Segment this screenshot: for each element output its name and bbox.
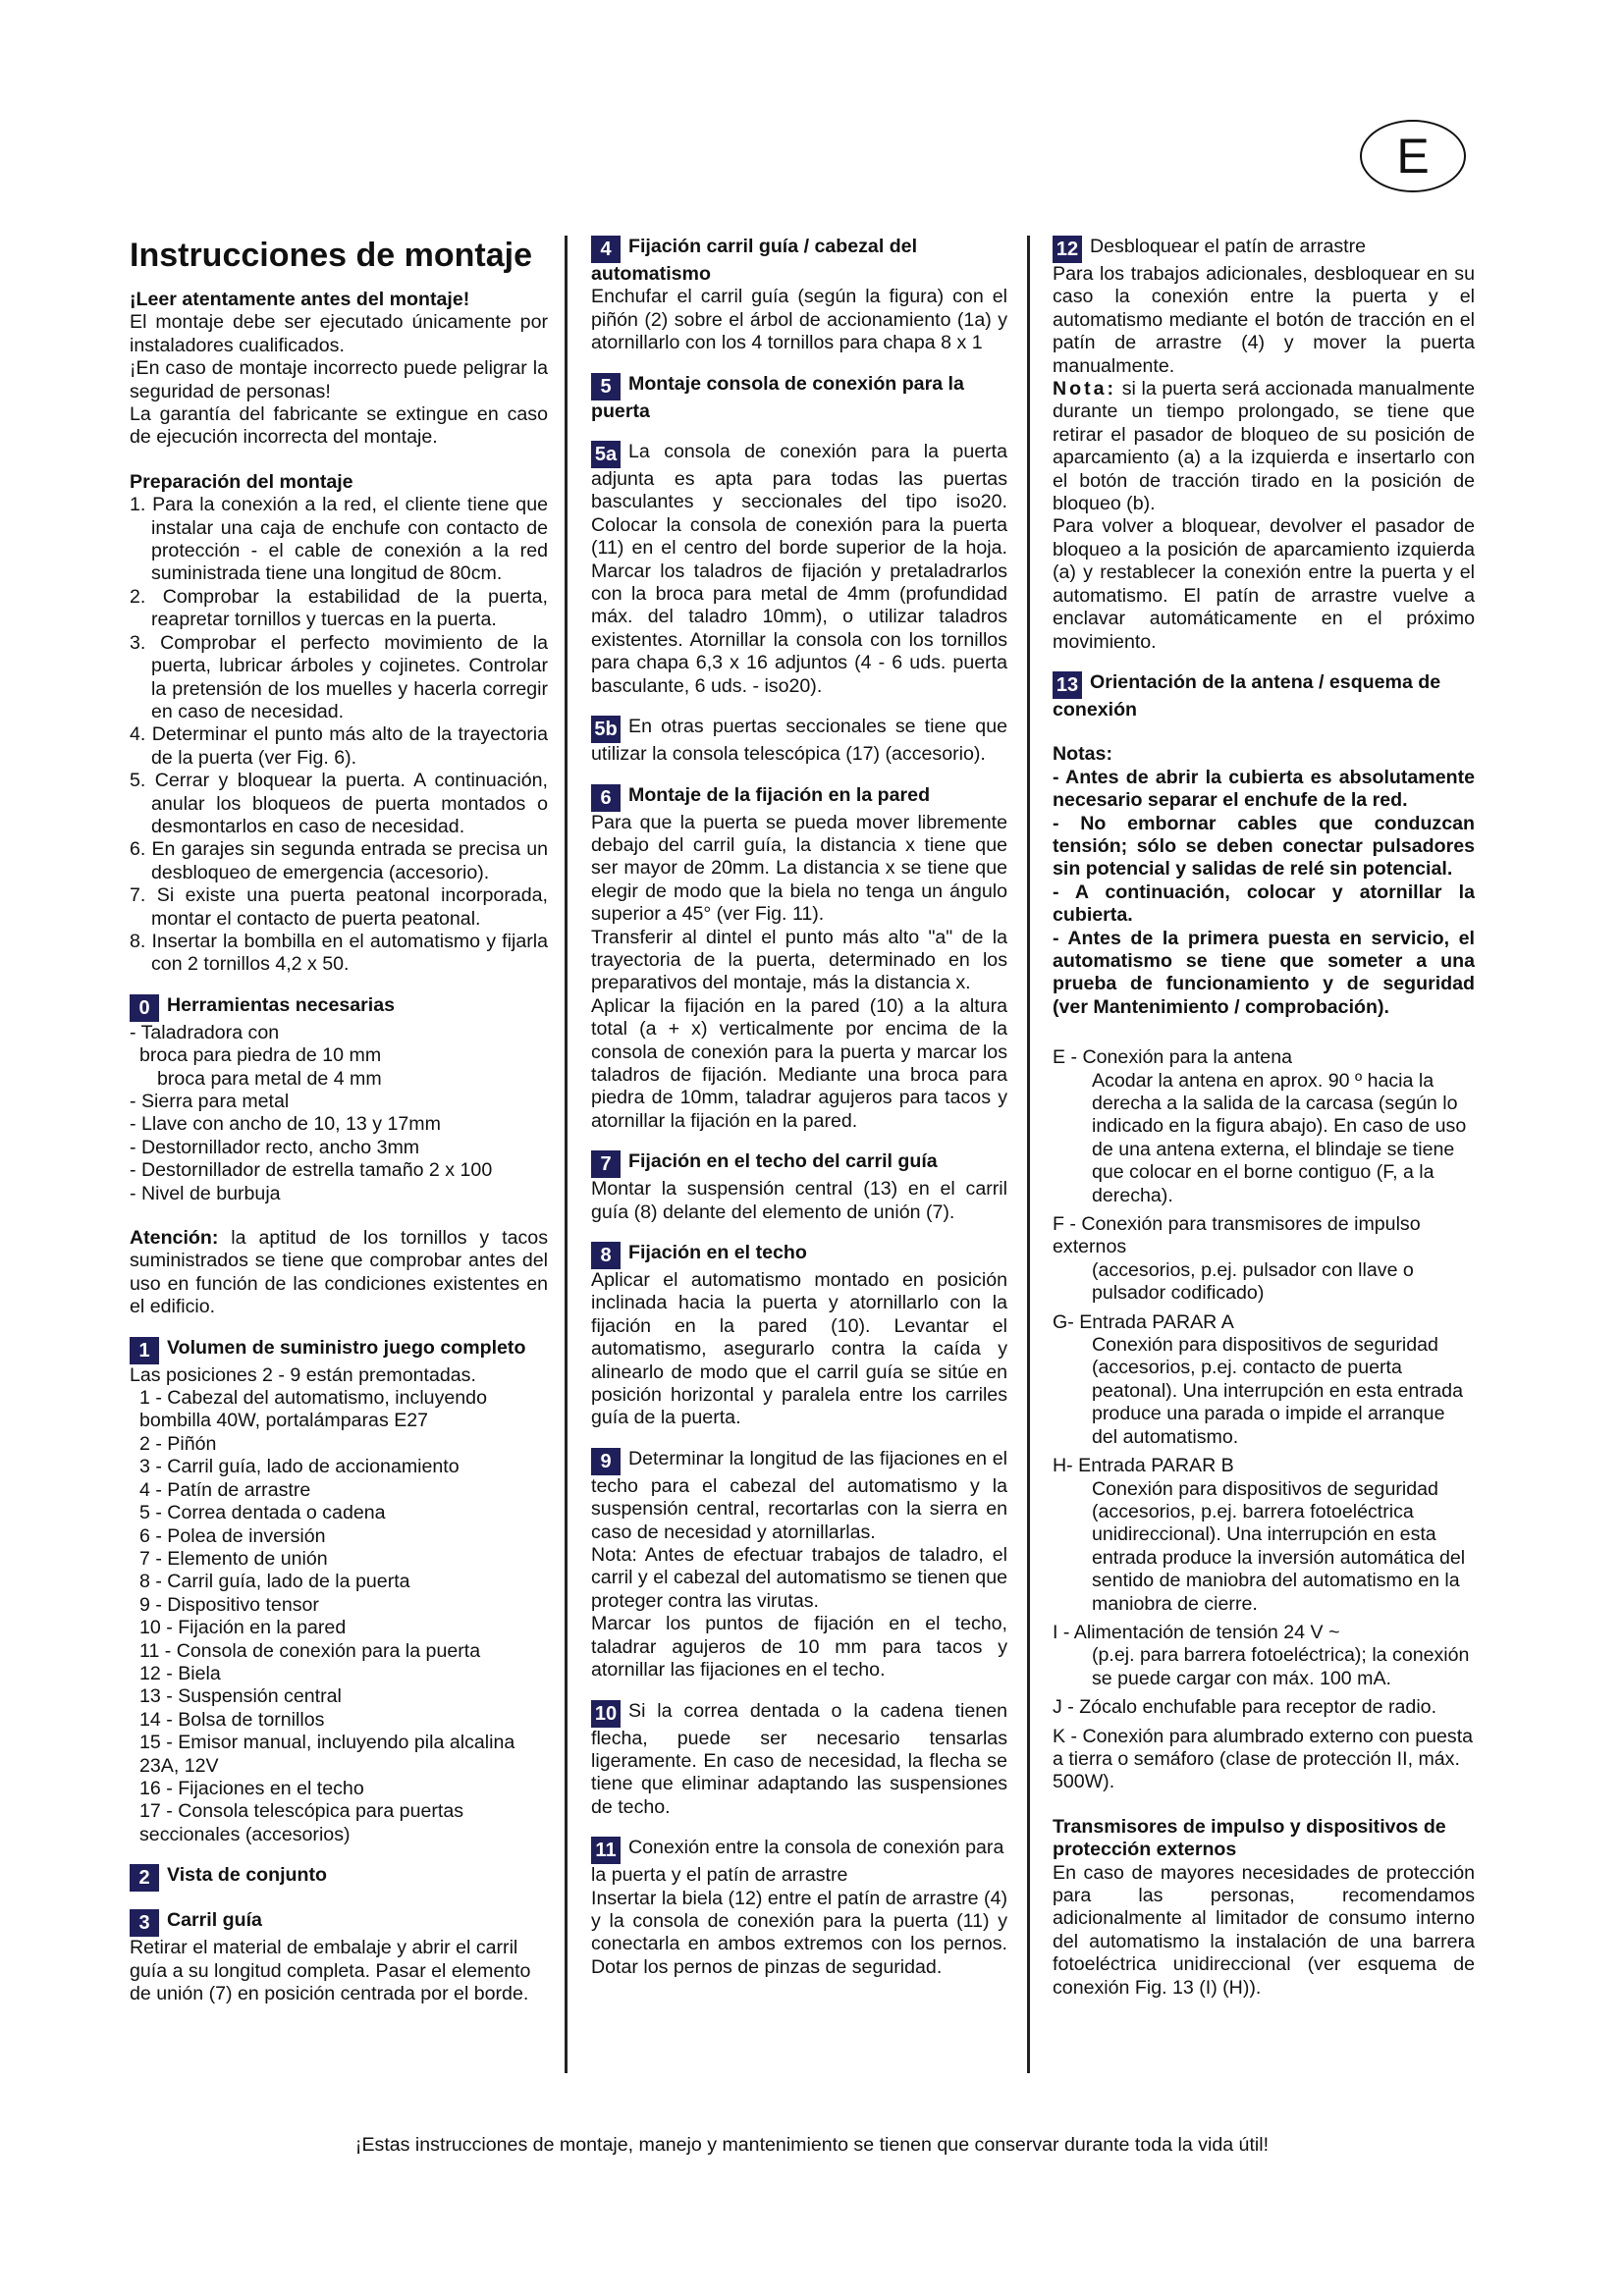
part-item: 6 - Polea de inversión xyxy=(139,1524,326,1547)
section-number-badge: 2 xyxy=(130,1864,159,1892)
attention-note: Atención: la aptitud de los tornillos y tacos suministrados se tiene que comprobar antes del uso en función de las condiciones existentes en el edificio. xyxy=(130,1227,548,1318)
part-item: 12 - Biela xyxy=(139,1662,221,1684)
prep-heading: Preparación del montaje xyxy=(130,470,353,493)
column-1 xyxy=(130,236,548,2005)
tool-item: broca para piedra de 10 mm xyxy=(139,1044,382,1067)
part-item: 17 - Consola telescópica para puertas seccionales (accesorios) xyxy=(139,1800,464,1845)
footer-note: ¡Estas instrucciones de montaje, manejo y mantenimiento se tienen que conservar durante toda la vida útil! xyxy=(354,2134,1270,2156)
section-12-note: Nota: si la puerta será accionada manualmente durante un tiempo prolongado, se tiene que retirar el pasador de bloqueo de su posición de aparcamiento (a) a la izquierda e insertarlo con el botón de tracción tirado en la posición de bloqueo (b). xyxy=(1053,378,1475,515)
prep-step: 7. Si existe una puerta peatonal incorporada, montar el contacto de puerta peatonal. xyxy=(130,884,548,930)
section-number-badge: 5b xyxy=(591,716,621,743)
external-devices-text: En caso de mayores necesidades de protección para las personas, recomendamos adicionalmente al limitador de consumo interno del automatismo la instalación de una barrera fotoeléctrica unidireccional (ver esquema de conexión Fig. 13 (I) (H)). xyxy=(1053,1861,1475,1999)
section-11-text: Insertar la biela (12) entre el patín de arrastre (4) y la consola de conexión para la puerta (11) y conectarla en ambos extremos con los pernos. Dotar los pernos de pinzas de seguridad. xyxy=(591,1887,1007,1978)
notes-heading: Notas: xyxy=(1053,743,1112,766)
prep-step: 6. En garajes sin segunda entrada se precisa un desbloqueo de emergencia (accesorio). xyxy=(130,838,548,883)
tool-item: - Llave con ancho de 10, 13 y 17mm xyxy=(130,1113,441,1136)
part-item: 5 - Correa dentada o cadena xyxy=(139,1502,386,1524)
section-4-text: Enchufar el carril guía (según la figura) con el piñón (2) sobre el árbol de accionamiento (1a) y atornillarlo con los 4 tornillos para chapa 8 x 1 xyxy=(591,286,1007,354)
part-item: 15 - Emisor manual, incluyendo pila alcalina 23A, 12V xyxy=(139,1732,515,1777)
connection-item: K - Conexión para alumbrado externo con puesta a tierra o semáforo (clase de protección II, máx. 500W). xyxy=(1053,1725,1474,1793)
prep-step: 8. Insertar la bombilla en el automatismo y fijarla con 2 tornillos 4,2 x 50. xyxy=(130,930,548,976)
connection-item: F - Conexión para transmisores de impulso externos (accesorios, p.ej. pulsador con llave o pulsador codificado) xyxy=(1053,1213,1421,1305)
column-divider-left xyxy=(565,236,568,2073)
tool-item: broca para metal de 4 mm xyxy=(157,1067,382,1090)
part-item: 2 - Piñón xyxy=(139,1432,217,1455)
language-badge xyxy=(1360,120,1466,192)
connection-item: E - Conexión para la antena Acodar la antena en aprox. 90 º hacia la derecha a la salida de la carcasa (según lo indicado en la figura abajo). En caso de uso de una antena externa, el blindaje se tiene que colocar en el borne contiguo (F, a la derecha). xyxy=(1053,1046,1467,1206)
intro-text: La garantía del fabricante se extingue en caso de ejecución incorrecta del montaje. xyxy=(130,403,548,449)
external-devices-heading: Transmisores de impulso y dispositivos de protección externos xyxy=(1053,1815,1446,1861)
section-number-badge: 3 xyxy=(130,1909,159,1937)
section-6-text: Para que la puerta se pueda mover libremente debajo del carril guía, la distancia x tiene que ser mayor de 20mm. La distancia x se tiene que elegir de modo que la biela no tenga un ángulo superior a 45° (ver Fig. 11). xyxy=(591,811,1007,926)
prep-step: 2. Comprobar la estabilidad de la puerta, reapretar tornillos y tuercas en la puerta. xyxy=(130,585,548,631)
note-item: - Antes de abrir la cubierta es absolutamente necesario separar el enchufe de la red. xyxy=(1053,766,1475,812)
section-5b-text: 5b En otras puertas seccionales se tiene que utilizar la consola telescópica (17) (accesorio). xyxy=(591,716,1007,766)
connection-item: H- Entrada PARAR B Conexión para dispositivos de seguridad (accesorios, p.ej. barrera fotoeléctrica unidireccional). Una interrupción en esta entrada produce la inversión automática del sentido de maniobra del automatismo en la maniobra de cierre. xyxy=(1053,1455,1466,1615)
tool-item: - Sierra para metal xyxy=(130,1091,290,1112)
part-item: 11 - Consola de conexión para la puerta xyxy=(139,1639,481,1662)
part-item: 8 - Carril guía, lado de la puerta xyxy=(139,1571,410,1593)
section-9-text: Marcar los puntos de fijación en el techo, taladrar agujeros de 10 mm para tacos y atornillar las fijaciones en el techo. xyxy=(591,1613,1007,1682)
section-number-badge: 1 xyxy=(130,1337,159,1364)
section-8-heading: 8 Fijación en el techo xyxy=(591,1242,1007,1269)
section-6-text: Aplicar la fijación en la pared (10) a la altura total (a + x) verticalmente por encima de la consola de conexión para la puerta y marcar los taladros de fijación. Mediante una broca para piedra de 10mm, taladrar agujeros para tacos y atornillar la fijación en la pared. xyxy=(591,994,1007,1132)
part-item: 10 - Fijación en la pared xyxy=(139,1617,347,1639)
note-item: - A continuación, colocar y atornillar la cubierta. xyxy=(1053,881,1475,927)
connection-item: G- Entrada PARAR A Conexión para dispositivos de seguridad (accesorios, p.ej. contacto de puerta peatonal). Una interrupción en esta entrada produce una parada o impide el arranque del automatismo. xyxy=(1053,1310,1463,1448)
section-number-badge: 0 xyxy=(130,994,159,1022)
part-item: 3 - Carril guía, lado de accionamiento xyxy=(139,1456,460,1478)
intro-text: ¡En caso de montaje incorrecto puede peligrar la seguridad de personas! xyxy=(130,357,548,402)
connection-item: J - Zócalo enchufable para receptor de radio. xyxy=(1053,1696,1437,1719)
note-item: - Antes de la primera puesta en servicio, el automatismo se tiene que someter a una prueba de funcionamiento y de seguridad (ver Mantenimiento / comprobación). xyxy=(1053,927,1475,1018)
section-1-heading: 1 Volumen de suministro juego completo xyxy=(130,1337,548,1364)
section-6-heading: 6 Montaje de la fijación en la pared xyxy=(591,784,1007,812)
connection-item: I - Alimentación de tensión 24 V ~ (p.ej. para barrera fotoeléctrica); la conexión se puede cargar con máx. 100 mA. xyxy=(1053,1621,1470,1689)
warning-line: ¡Leer atentamente antes del montaje! xyxy=(130,289,470,310)
column-2 xyxy=(591,236,1007,1979)
section-11-heading: 11 Conexión entre la consola de conexión para la puerta y el patín de arrastre xyxy=(591,1837,1004,1887)
prep-step: 5. Cerrar y bloquear la puerta. A continuación, anular los bloqueos de puerta montados o desmontarlos en caso de necesidad. xyxy=(130,770,548,837)
section-5a-text: 5a La consola de conexión para la puerta adjunta es apta para todas las puertas basculantes y seccionales del tipo iso20. Colocar la consola de conexión para la puerta (11) en el centro del borde superior de la hoja. Marcar los taladros de fijación y pretaladrarlos con la broca para metal de 4mm (profundidad máx. del taladro 10mm), o utilizar taladros existentes. Atornillar la consola con los tornillos para chapa 6,3 x 16 adjuntos (4 - 6 uds. puerta basculante, 6 uds. - iso20). xyxy=(591,441,1007,697)
section-number-badge: 10 xyxy=(591,1700,621,1728)
section-number-badge: 9 xyxy=(591,1448,621,1475)
notes-list xyxy=(1053,767,1475,1019)
section-3-heading: 3 Carril guía xyxy=(130,1909,548,1937)
section-13-heading: 13 Orientación de la antena / esquema de conexión xyxy=(1053,670,1441,721)
part-item: 1 - Cabezal del automatismo, incluyendo bombilla 40W, portalámparas E27 xyxy=(139,1387,487,1432)
page-title: Instrucciones de montaje xyxy=(130,237,532,274)
prep-step: 1. Para la conexión a la red, el cliente tiene que instalar una caja de enchufe con contacto de protección - el cable de conexión a la red suministrada tiene una longitud de 80cm. xyxy=(130,494,548,585)
section-10-text: 10 Si la correa dentada o la cadena tienen flecha, puede ser necesario tensarlas ligeramente. En caso de necesidad, la flecha se tiene que eliminar adaptando las suspensiones de techo. xyxy=(591,1699,1007,1818)
section-number-badge: 13 xyxy=(1053,671,1082,699)
section-number-badge: 7 xyxy=(591,1150,621,1178)
section-number-badge: 4 xyxy=(591,236,621,263)
section-number-badge: 5a xyxy=(591,441,621,468)
part-item: 16 - Fijaciones en el techo xyxy=(139,1777,364,1799)
section-number-badge: 11 xyxy=(591,1837,621,1864)
part-item: 14 - Bolsa de tornillos xyxy=(139,1708,325,1731)
part-item: 9 - Dispositivo tensor xyxy=(139,1593,319,1616)
part-item: 13 - Suspensión central xyxy=(139,1685,342,1708)
tool-item: - Destornillador de estrella tamaño 2 x 100 xyxy=(130,1159,493,1182)
section-8-text: Aplicar el automatismo montado en posición inclinada hacia la puerta y atornillarlo con la fijación en la pared (10). Levantar el automatismo, asegurarlo contra la caída y alinearlo de modo que el carril guía se sitúe en posición horizontal y paralela entre los carriles guía de la puerta. xyxy=(591,1269,1007,1429)
note-item: - No embornar cables que conduzcan tensión; sólo se deben conectar pulsadores sin potencial y salidas de relé sin potencial. xyxy=(1053,812,1475,881)
tool-item: - Nivel de burbuja xyxy=(130,1182,281,1204)
section-12-heading: 12 Desbloquear el patín de arrastre xyxy=(1053,236,1475,263)
connection-items xyxy=(1053,1046,1475,1794)
part-item: 4 - Patín de arrastre xyxy=(139,1478,311,1501)
parts-list xyxy=(130,1387,548,1846)
intro-text: El montaje debe ser ejecutado únicamente por instaladores cualificados. xyxy=(130,311,548,356)
language-letter: E xyxy=(1396,129,1430,184)
section-6-text: Transferir al dintel el punto más alto "a" de la trayectoria de la puerta, determinado en los preparativos del montaje, más la distancia x. xyxy=(591,926,1007,994)
prep-steps xyxy=(130,494,548,977)
section-number-badge: 8 xyxy=(591,1242,621,1269)
section-3-text: Retirar el material de embalaje y abrir el carril guía a su longitud completa. Pasar el elemento de unión (7) en posición centrada por el borde. xyxy=(130,1937,531,2004)
section-7-heading: 7 Fijación en el techo del carril guía xyxy=(591,1150,1007,1178)
section-number-badge: 12 xyxy=(1053,236,1082,263)
prep-step: 3. Comprobar el perfecto movimiento de la puerta, lubricar árboles y cojinetes. Controlar la pretensión de los muelles y hacerla corregir en caso de necesidad. xyxy=(130,631,548,722)
section-12-text: Para los trabajos adicionales, desbloquear en su caso la conexión entre la puerta y el automatismo mediante el botón de tracción en el patín de arrastre (4) y mover la puerta manualmente. xyxy=(1053,263,1475,377)
section-number-badge: 6 xyxy=(591,784,621,812)
section-number-badge: 5 xyxy=(591,373,621,400)
part-item: 7 - Elemento de unión xyxy=(139,1547,328,1570)
tool-item: - Taladradora con xyxy=(130,1021,280,1043)
section-5-heading: 5 Montaje consola de conexión para la puerta xyxy=(591,372,964,422)
section-4-heading: 4 Fijación carril guía / cabezal del automatismo xyxy=(591,236,918,285)
section-2-heading: 2 Vista de conjunto xyxy=(130,1864,548,1892)
section-0-heading: 0 Herramientas necesarias xyxy=(130,994,548,1022)
column-3 xyxy=(1053,236,1475,2000)
section-12-text: Para volver a bloquear, devolver el pasador de bloqueo a la posición de aparcamiento izquierda (a) y restablecer la conexión entre la puerta y el automatismo. El patín de arrastre vuelve a enclavar automáticamente en el próximo movimiento. xyxy=(1053,515,1475,653)
tool-item: - Destornillador recto, ancho 3mm xyxy=(130,1136,420,1158)
supply-intro: Las posiciones 2 - 9 están premontadas. xyxy=(130,1363,476,1386)
section-9-note: Nota: Antes de efectuar trabajos de taladro, el carril y el cabezal del automatismo se tienen que proteger contra las virutas. xyxy=(591,1544,1007,1612)
section-7-text: Montar la suspensión central (13) en el carril guía (8) delante del elemento de unión (7). xyxy=(591,1178,1007,1223)
section-9-text: 9 Determinar la longitud de las fijaciones en el techo para el cabezal del automatismo y la suspensión central, recortarlas con la sierra en caso de necesidad y atornillarlas. xyxy=(591,1447,1007,1543)
prep-step: 4. Determinar el punto más alto de la trayectoria de la puerta (ver Fig. 6). xyxy=(130,723,548,769)
tools-list xyxy=(130,1022,548,1205)
column-divider-right xyxy=(1027,236,1030,2073)
